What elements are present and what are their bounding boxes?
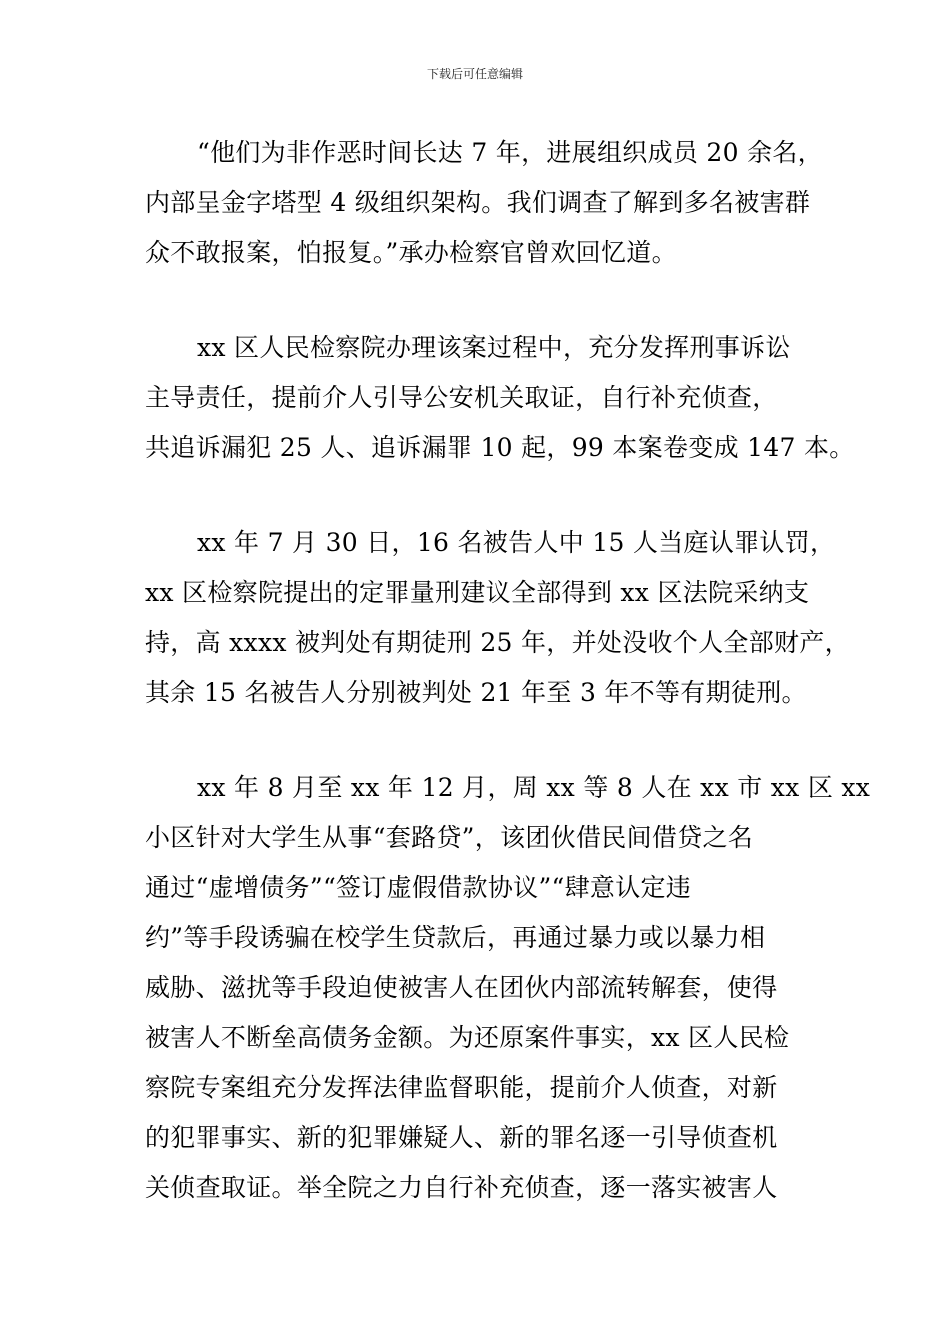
paragraph-line: 其余 15 名被告人分别被判处 21 年至 3 年不等有期徒刑。 <box>145 678 807 707</box>
paragraph-line: 被害人不断垒高债务金额。为还原案件事实，xx 区人民检 <box>145 1023 790 1052</box>
paragraph-line: 关侦查取证。举全院之力自行补充侦查，逐一落实被害人 <box>145 1173 778 1202</box>
paragraph-line: 主导责任，提前介人引导公安机关取证，自行补充侦查， <box>145 383 778 412</box>
paragraph-line: 持，高 xxxx 被判处有期徒刑 25 年，并处没收个人全部财产， <box>145 628 850 657</box>
paragraph-3 <box>145 518 850 718</box>
paragraph-line: 内部呈金字塔型 4 级组织架构。我们调查了解到多名被害群 <box>145 188 811 217</box>
paragraph-line: xx 区人民检察院办理该案过程中，充分发挥刑事诉讼 <box>197 333 791 362</box>
paragraph-line: 威胁、滋扰等手段迫使被害人在团伙内部流转解套，使得 <box>145 973 778 1002</box>
paragraph-line: 通过“虚增债务”“签订虚假借款协议”“肆意认定违 <box>145 873 692 902</box>
paragraph-4 <box>145 763 871 1213</box>
paragraph-2 <box>145 323 855 473</box>
paragraph-line: “他们为非作恶时间长达 7 年，进展组织成员 20 余名， <box>197 138 823 167</box>
paragraph-line: xx 年 8 月至 xx 年 12 月，周 xx 等 8 人在 xx 市 xx 区 xx <box>197 773 871 802</box>
paragraph-line: 察院专案组充分发挥法律监督职能，提前介人侦查，对新 <box>145 1073 778 1102</box>
paragraph-line: 的犯罪事实、新的犯罪嫌疑人、新的罪名逐一引导侦查机 <box>145 1123 778 1152</box>
paragraph-line: 约”等手段诱骗在校学生贷款后，再通过暴力或以暴力相 <box>145 923 766 952</box>
paragraph-line: xx 年 7 月 30 日，16 名被告人中 15 人当庭认罪认罚， <box>197 528 836 557</box>
document-body <box>145 128 871 1258</box>
paragraph-line: 小区针对大学生从事“套路贷”，该团伙借民间借贷之名 <box>145 823 754 852</box>
header-note: 下载后可任意编辑 <box>426 67 523 81</box>
paragraph-line: xx 区检察院提出的定罪量刑建议全部得到 xx 区法院采纳支 <box>145 578 810 607</box>
paragraph-line: 众不敢报案，怕报复。”承办检察官曾欢回忆道。 <box>145 238 677 267</box>
paragraph-line: 共追诉漏犯 25 人、追诉漏罪 10 起，99 本案卷变成 147 本。 <box>145 433 855 462</box>
paragraph-1 <box>145 128 823 278</box>
